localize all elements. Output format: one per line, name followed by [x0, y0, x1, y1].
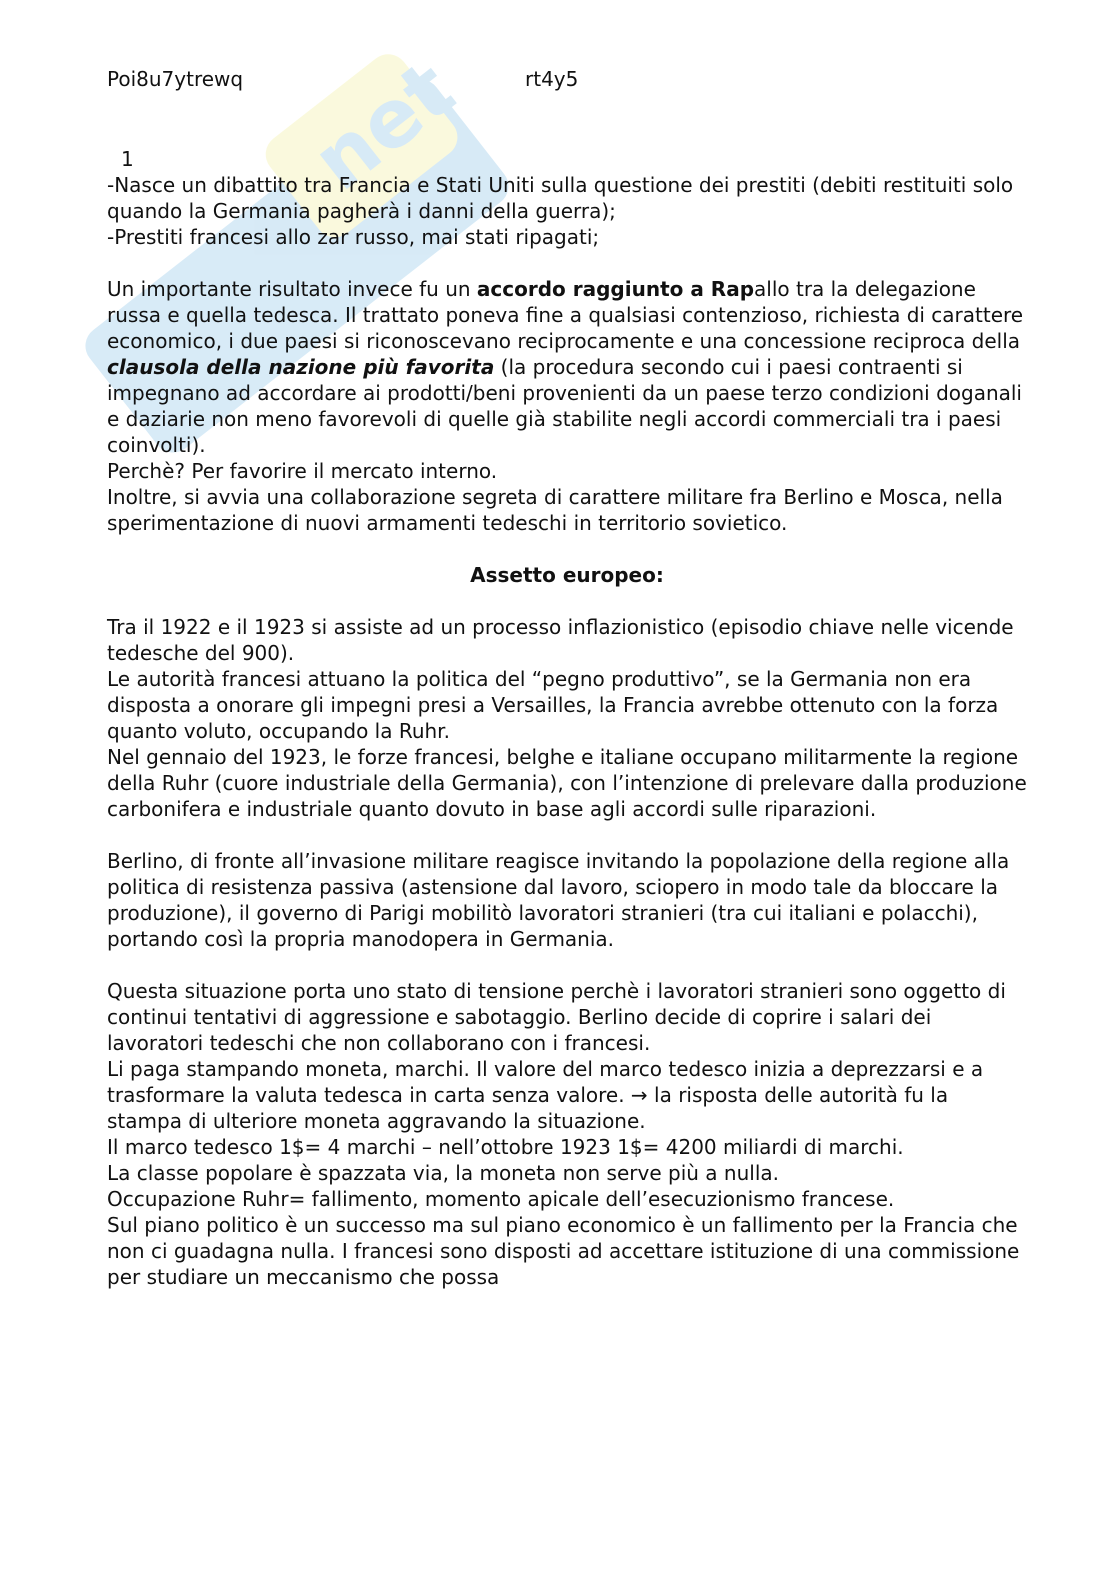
- header-right-text: rt4y5: [525, 67, 579, 91]
- ruhr-paragraph: Nel gennaio del 1923, le forze francesi, belghe e italiane occupano militarmente la regione della Ruhr (cuore industriale della Germania), con l’intenzione di prelevare dalla produzione carbonifera e industriale quanto dovuto in base agli accordi sulle riparazioni.: [107, 745, 1027, 821]
- popular-class-line: La classe popolare è spazzata via, la moneta non serve più a nulla.: [107, 1161, 779, 1185]
- inflation-paragraph: Tra il 1922 e il 1923 si assiste ad un processo inflazionistico (episodio chiave nelle vicende tedesche del 900).: [107, 615, 1014, 665]
- pegno-paragraph: Le autorità francesi attuano la politica del “pegno produttivo”, se la Germania non era disposta a onorare gli impegni presi a Versailles, la Francia avrebbe ottenuto con la forza quanto voluto, occupando la Ruhr.: [107, 667, 999, 743]
- intro-line-2: -Prestiti francesi allo zar russo, mai stati ripagati;: [107, 225, 600, 249]
- rapallo-bold: accordo raggiunto a Rap: [476, 277, 755, 301]
- perche-line: Perchè? Per favorire il mercato interno.: [107, 459, 498, 483]
- resistance-paragraph: Berlino, di fronte all’invasione militare reagisce invitando la popolazione della regione alla politica di resistenza passiva (astensione dal lavoro, sciopero in modo tale da bloccare la produzione), il governo di Parigi mobilitò lavoratori stranieri (tra cui italiani e polacchi), portando così la propria manodopera in Germania.: [107, 849, 1010, 951]
- rapallo-clause: clausola della nazione più favorita: [107, 355, 495, 379]
- page-number: 1: [121, 147, 134, 171]
- tension-paragraph: Questa situazione porta uno stato di tensione perchè i lavoratori stranieri sono oggetto di continui tentativi di aggressione e sabotaggio. Berlino decide di coprire i salari dei lavoratori tedeschi che non collaborano con i francesi.: [107, 979, 1006, 1055]
- occupation-line: Occupazione Ruhr= fallimento, momento apicale dell’esecuzionismo francese.: [107, 1187, 895, 1211]
- intro-line-1: -Nasce un dibattito tra Francia e Stati Uniti sulla questione dei prestiti (debiti restituiti solo quando la Germania pagherà i danni della guerra);: [107, 173, 1014, 223]
- rapallo-text-2: allo tra la delegazione russa e quella tedesca. Il trattato poneva fine a qualsiasi contenzioso, richiesta di carattere economico, i due paesi si riconoscevano reciprocamente e una concessione reciproca della: [107, 277, 1024, 353]
- collaboration-paragraph: Inoltre, si avvia una collaborazione segreta di carattere militare fra Berlino e Mosca, nella sperimentazione di nuovi armamenti tedeschi in territorio sovietico.: [107, 485, 1003, 535]
- header-left-text: Poi8u7ytrewq: [107, 67, 244, 91]
- rapallo-text-1: Un importante risultato invece fu un: [107, 277, 477, 301]
- page-header: [107, 66, 1027, 96]
- exchange-rate-line: Il marco tedesco 1$= 4 marchi – nell’ottobre 1923 1$= 4200 miliardi di marchi.: [107, 1135, 904, 1159]
- document-page: [107, 66, 1027, 1290]
- political-paragraph: Sul piano politico è un successo ma sul piano economico è un fallimento per la Francia che non ci guadagna nulla. I francesi sono disposti ad accettare istituzione di una commissione per studiare un meccanismo che possa: [107, 1213, 1020, 1289]
- printing-paragraph: Li paga stampando moneta, marchi. Il valore del marco tedesco inizia a deprezzarsi e a trasformare la valuta tedesca in carta senza valore. → la risposta delle autorità fu la stampa di ulteriore moneta aggravando la situazione.: [107, 1057, 984, 1133]
- section-heading: Assetto europeo:: [470, 563, 664, 587]
- svg-text:net: net: [295, 42, 471, 209]
- rapallo-paragraph: [107, 276, 1027, 458]
- rapallo-text-3: (la procedura secondo cui i paesi contraenti si impegnano ad accordare ai prodotti/beni provenienti da un paese terzo condizioni doganali e daziarie non meno favorevoli di quelle già stabilite negli accordi commerciali tra i paesi coinvolti).: [107, 355, 1022, 457]
